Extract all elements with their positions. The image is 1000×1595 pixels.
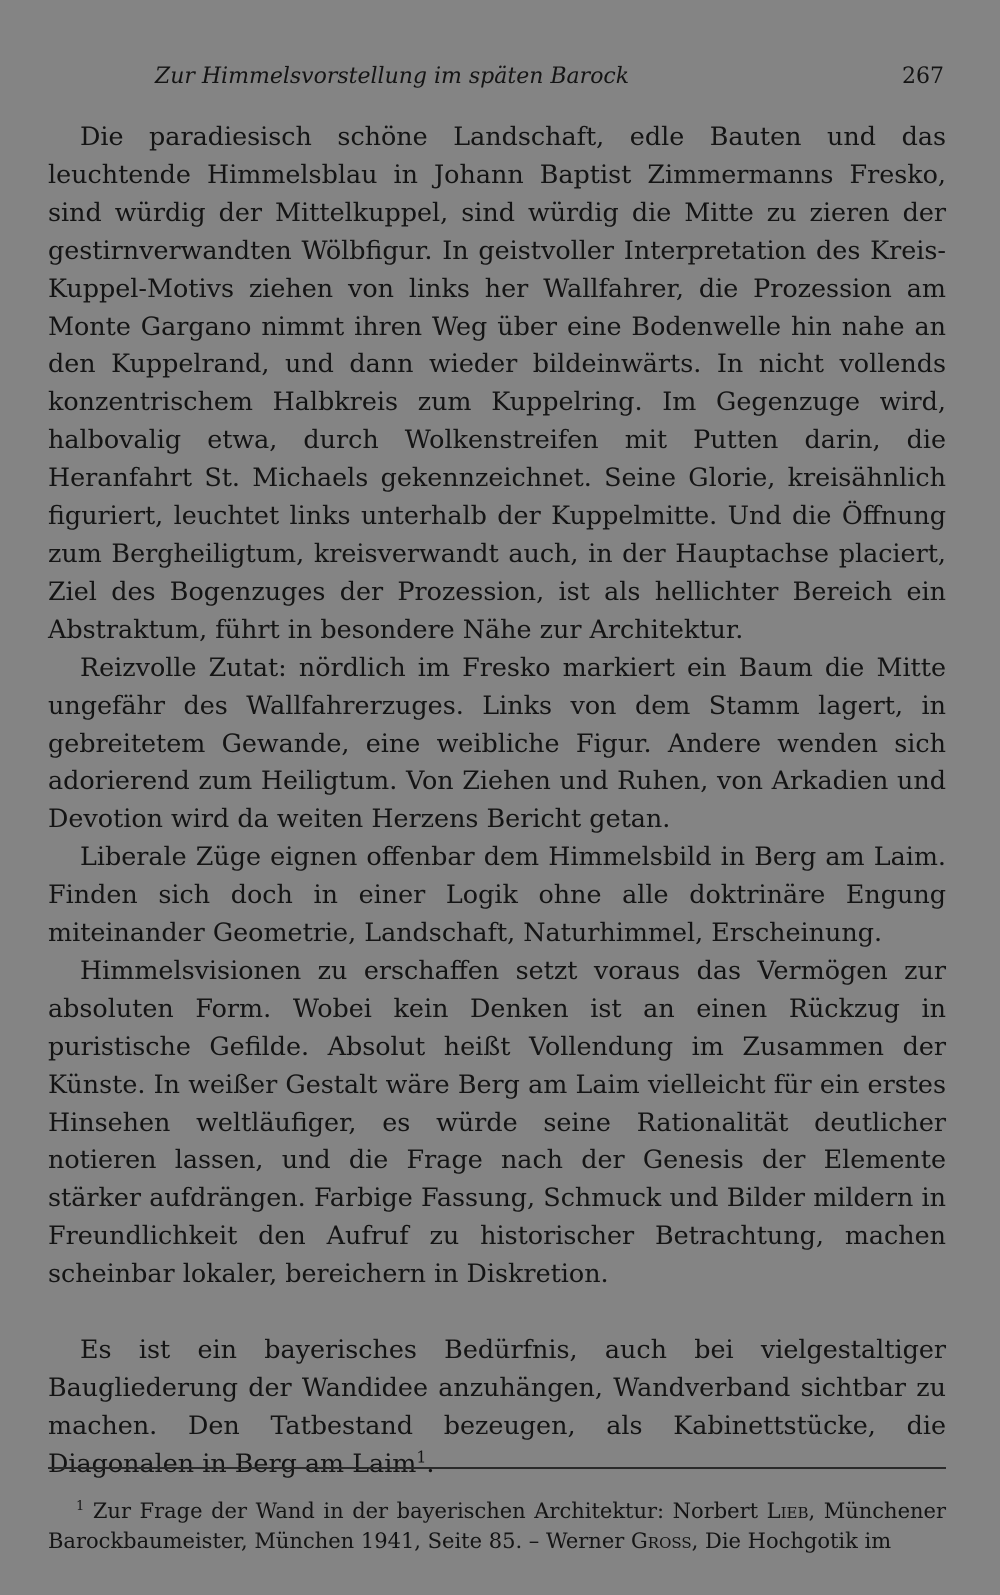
paragraph-4: Himmelsvisionen zu erschaffen setzt voraus das Vermögen zur absoluten Form. Wobei kein Denken ist an einen Rückzug in puristische Gefilde. Absolut heißt Vollendung im Zusammen der Künste. In weißer Gestalt wäre Berg am Laim vielleicht für ein erstes Hinsehen weltläufiger, es würde seine Rationalität deutlicher notieren lassen, und die Frage nach der Genesis der Elemente stärker aufdrängen. Farbige Fassung, Schmuck und Bilder mildern in Freundlichkeit den Aufruf zu historischer Betrachtung, machen scheinbar lokaler, bereichern in Diskretion. [48, 954, 946, 1289]
footnotes [48, 1496, 946, 1556]
footnote-marker: 1 [76, 1499, 85, 1514]
paragraph-3: Liberale Züge eignen offenbar dem Himmelsbild in Berg am Laim. Finden sich doch in einer Logik ohne alle doktrinäre Engung miteinander Geometrie, Landschaft, Naturhimmel, Erscheinung. [48, 841, 946, 948]
body-text [48, 118, 946, 1483]
running-title: Zur Himmelsvorstellung im späten Barock [154, 64, 630, 89]
footnote-author-lieb: Lieb [766, 1499, 809, 1523]
footnote-text-3: , Die Hochgotik im [691, 1529, 892, 1553]
paragraph-5-text: Es ist ein bayerisches Bedürfnis, auch bei vielgestaltiger Baugliederung der Wandidee anzuhängen, Wandverband sichtbar zu machen. Den Tatbestand bezeugen, als Kabinettstücke, die Diagonalen in Berg am Laim [48, 1334, 946, 1478]
footnote-text-2: , Münchener Barockbaumeister, München 1941, Seite 85. – Werner [48, 1499, 946, 1553]
paragraph-5-end: . [426, 1447, 435, 1478]
paragraph-2: Reizvolle Zutat: nördlich im Fresko markiert ein Baum die Mitte ungefähr des Wallfahrerzuges. Links von dem Stamm lagert, in gebreitetem Gewande, eine weibliche Figur. Andere wenden sich adorierend zum Heiligtum. Von Ziehen und Ruhen, von Arkadien und Devotion wird da weiten Herzens Bericht getan. [48, 651, 946, 834]
footnote-author-gross: Gross [631, 1529, 692, 1553]
running-head [48, 64, 946, 100]
footnote-reference: 1 [416, 1447, 427, 1467]
paragraph-1: Die paradiesisch schöne Landschaft, edle Bauten und das leuchtende Himmelsblau in Johann Baptist Zimmermanns Fresko, sind würdig der Mittelkuppel, sind würdig die Mitte zu zieren der gestirnverwandten Wölbfigur. In geistvoller Interpretation des Kreis-Kuppel-Motivs ziehen von links her Wallfahrer, die Prozession am Monte Gargano nimmt ihren Weg über eine Bodenwelle hin nahe an den Kuppelrand, und dann wieder bildeinwärts. In nicht vollends konzentrischem Halbkreis zum Kuppelring. Im Gegenzuge wird, halbovalig etwa, durch Wolkenstreifen mit Putten darin, die Heranfahrt St. Michaels gekennzeichnet. Seine Glorie, kreisähnlich figuriert, leuchtet links unterhalb der Kuppelmitte. Und die Öffnung zum Bergheiligtum, kreisverwandt auch, in der Hauptachse placiert, Ziel des Bogenzuges der Prozession, ist als hellichter Bereich ein Abstraktum, führt in besondere Nähe zur Architektur. [48, 121, 946, 644]
book-page [48, 0, 946, 1595]
paragraph-5 [48, 1331, 946, 1483]
footnote-divider [48, 1467, 946, 1469]
page-number: 267 [902, 64, 944, 89]
footnote-text-1: Zur Frage der Wand in der bayerischen Architektur: Norbert [92, 1499, 759, 1523]
footnote-1 [48, 1496, 946, 1556]
